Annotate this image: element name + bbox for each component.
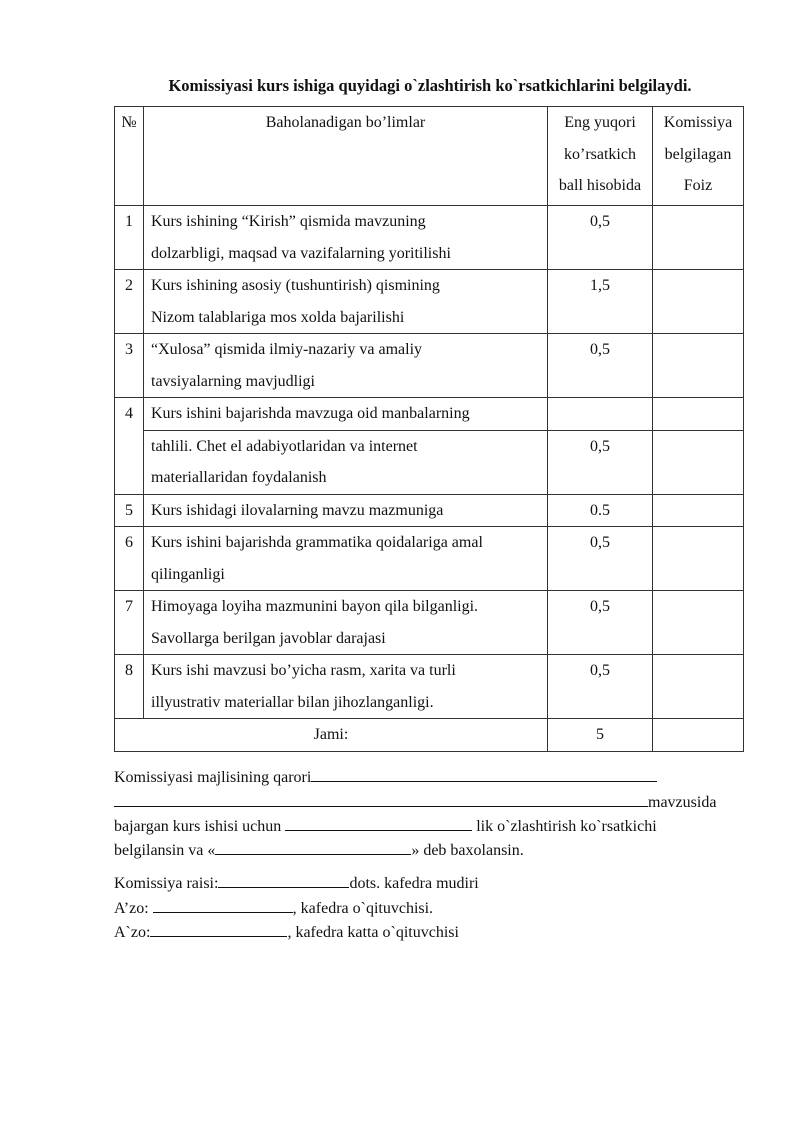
table-total-row [115, 719, 744, 752]
row-line: materiallaridan foydalanish [151, 469, 327, 486]
signature-member-1 [114, 897, 433, 918]
row-line: dolzarbligi, maqsad va vazifalarning yoritilishi [151, 244, 451, 262]
row-score: 0,5 [548, 591, 653, 655]
row-score: 0,5 [548, 334, 653, 398]
total-value: 5 [548, 719, 653, 752]
row-line: tavsiyalarning mavjudligi [151, 372, 315, 390]
row-number: 7 [115, 591, 144, 655]
row-line: Kurs ishining “Kirish” qismida mavzuning [151, 213, 426, 230]
row-score: 0,5 [548, 206, 653, 270]
row-number: 6 [115, 527, 144, 591]
table-row [115, 206, 744, 270]
row-percent-cell [653, 655, 744, 719]
row-line: Kurs ishi mavzusi bo’yicha rasm, xarita va turli [151, 662, 456, 679]
row-number-empty [115, 430, 144, 494]
header-sections: Baholanadigan bo’limlar [144, 107, 548, 206]
row-line: Kurs ishini bajarishda grammatika qoidalariga amal [151, 534, 483, 551]
table-row [115, 494, 744, 527]
decision-line-4 [114, 839, 524, 860]
header-number: № [115, 107, 144, 206]
signature-role: dots. kafedra mudiri [349, 875, 479, 892]
percent-blank [285, 815, 472, 831]
row-score: 0.5 [548, 494, 653, 527]
row-line: Kurs ishini bajarishda mavzuga oid manbalarning [151, 405, 470, 422]
row-line: qilinganligi [151, 565, 225, 583]
decision-text: belgilansin va « [114, 842, 216, 859]
decision-text: mavzusida [648, 794, 717, 811]
table-row [115, 527, 744, 591]
header-percent-line: belgilagan [664, 145, 732, 163]
row-line: Kurs ishidagi ilovalarning mavzu mazmuniga [151, 501, 444, 519]
row-number: 1 [115, 206, 144, 270]
grade-blank [215, 839, 411, 855]
row-criterion [144, 591, 548, 655]
criteria-table [114, 106, 744, 752]
row-criterion [144, 430, 548, 494]
table-row [115, 398, 744, 431]
header-max-score [548, 107, 653, 206]
row-percent-cell [653, 430, 744, 494]
table-row [115, 334, 744, 398]
row-number: 2 [115, 270, 144, 334]
row-score-empty [548, 398, 653, 431]
decision-line-2 [114, 791, 716, 812]
table-header-row [115, 107, 744, 206]
signature-chair [114, 872, 479, 893]
header-max-line: ball hisobida [558, 177, 642, 194]
row-percent-cell [653, 334, 744, 398]
signature-member-2 [114, 921, 459, 942]
row-criterion [144, 270, 548, 334]
table-row [115, 430, 744, 494]
row-percent-cell [653, 270, 744, 334]
signature-role: , kafedra katta o`qituvchisi [287, 924, 459, 941]
row-line: Kurs ishining asosiy (tushuntirish) qismining [151, 277, 440, 294]
table-row [115, 655, 744, 719]
row-score: 0,5 [548, 527, 653, 591]
row-score: 0,5 [548, 430, 653, 494]
row-number: 5 [115, 494, 144, 527]
row-criterion [144, 334, 548, 398]
decision-text: » deb baxolansin. [411, 842, 524, 859]
decision-line-1 [114, 766, 657, 787]
header-max-line: Eng yuqori [564, 114, 636, 131]
row-percent-cell [653, 527, 744, 591]
row-line: “Xulosa” qismida ilmiy-nazariy va amaliy [151, 341, 423, 358]
row-line: Himoyaga loyiha mazmunini bayon qila bilganligi. [151, 598, 479, 615]
row-criterion [144, 398, 548, 431]
table-row [115, 591, 744, 655]
row-line: tahlili. Chet el adabiyotlaridan va internet [151, 437, 418, 455]
row-number: 3 [115, 334, 144, 398]
row-line: Savollarga berilgan javoblar darajasi [151, 629, 386, 647]
decision-text: bajargan kurs ishisi uchun [114, 818, 282, 835]
total-label: Jami: [115, 719, 548, 752]
header-percent-line: Foiz [683, 177, 713, 194]
signature-label: Komissiya raisi: [114, 875, 219, 892]
row-score: 0,5 [548, 655, 653, 719]
row-criterion [144, 655, 548, 719]
row-score: 1,5 [548, 270, 653, 334]
signature-blank [150, 921, 287, 937]
row-criterion [144, 206, 548, 270]
row-percent-cell [653, 206, 744, 270]
row-percent-cell [653, 398, 744, 431]
row-number: 4 [115, 398, 144, 431]
row-number: 8 [115, 655, 144, 719]
total-percent-cell [653, 719, 744, 752]
row-criterion [144, 494, 548, 527]
decision-line-3 [114, 815, 657, 836]
table-row [115, 270, 744, 334]
signature-blank [218, 872, 349, 888]
topic-blank [114, 791, 648, 807]
header-percent [653, 107, 744, 206]
decision-text: Komissiyasi majlisining qarori [114, 769, 312, 786]
decision-text: lik o`zlashtirish ko`rsatkichi [476, 818, 657, 835]
decision-blank [311, 766, 657, 782]
header-percent-line: Komissiya [663, 114, 733, 131]
row-percent-cell [653, 494, 744, 527]
row-line: Nizom talablariga mos xolda bajarilishi [151, 308, 405, 326]
signature-label: A’zo: [114, 900, 153, 917]
signature-blank [153, 897, 293, 913]
header-max-line: ko’rsatkich [564, 145, 636, 163]
signature-role: , kafedra o`qituvchisi. [292, 900, 434, 917]
row-percent-cell [653, 591, 744, 655]
signature-label: A`zo: [114, 924, 151, 941]
document-title: Komissiyasi kurs ishiga quyidagi o`zlashtirish ko`rsatkichlarini belgilaydi. [168, 76, 692, 95]
row-line: illyustrativ materiallar bilan jihozlanganligi. [151, 693, 434, 711]
row-criterion [144, 527, 548, 591]
